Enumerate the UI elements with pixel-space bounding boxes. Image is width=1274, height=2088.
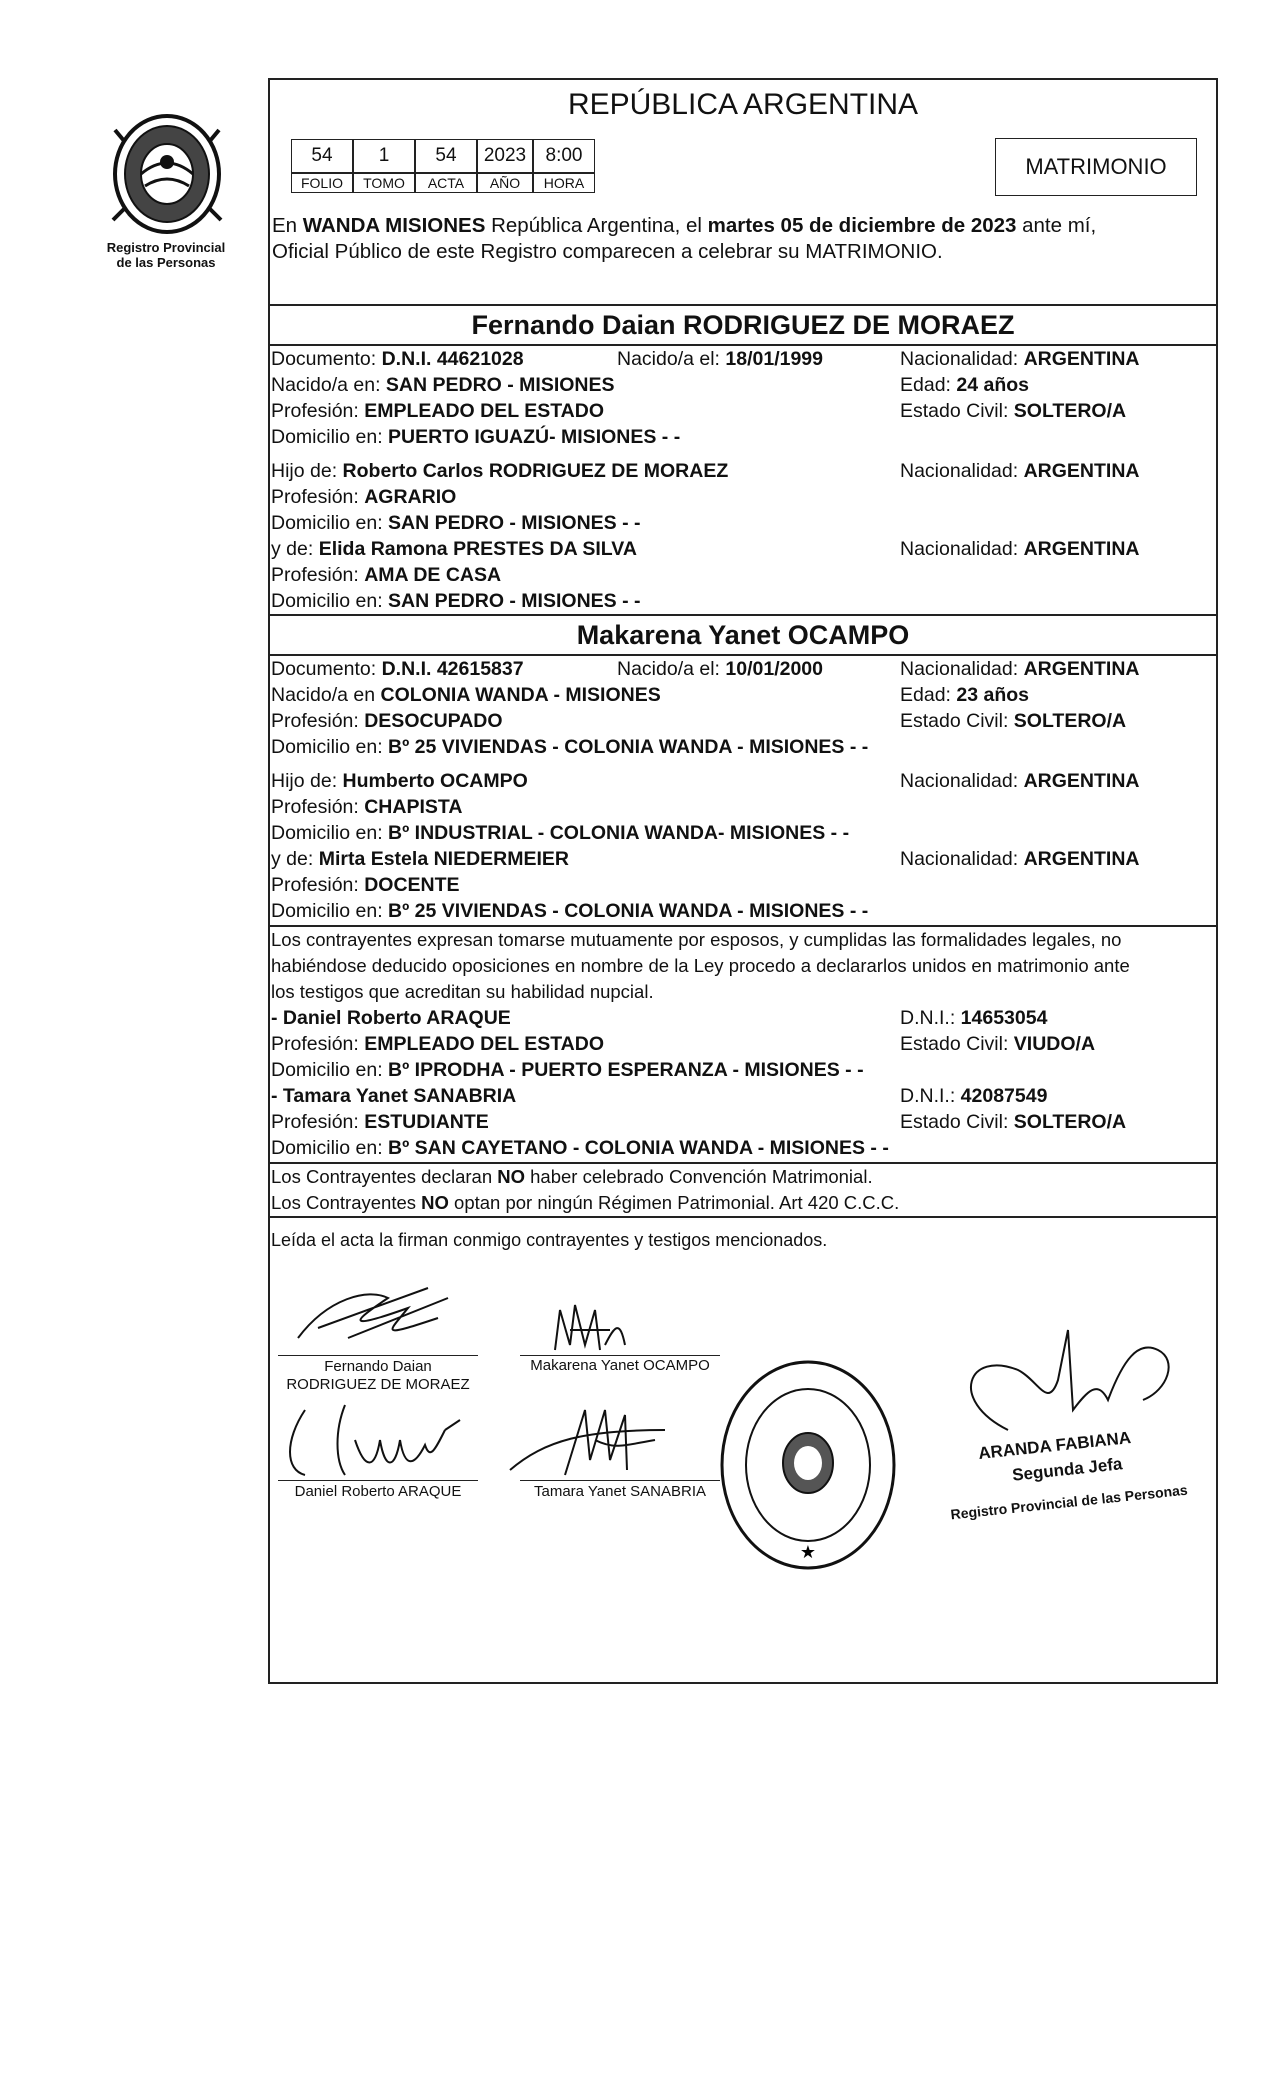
- spouse2-father: Hijo de: Humberto OCAMPO: [271, 770, 528, 792]
- declaration-line-2: habiéndose deducido oposiciones en nombre de la Ley procedo a declararlos unidos en matrimonio ante: [271, 955, 1130, 976]
- spouse2-mother-address: Domicilio en: Bº 25 VIVIENDAS - COLONIA WANDA - MISIONES - -: [271, 900, 869, 922]
- registry-caption: Registro Provincial de las Personas: [106, 240, 226, 270]
- svg-text:★: ★: [799, 1542, 817, 1563]
- spouse1-age: Edad: 24 años: [900, 374, 1030, 396]
- folio-label: FOLIO: [291, 173, 353, 193]
- intro-line-1: En WANDA MISIONES República Argentina, el martes 05 de diciembre de 2023 ante mí,: [272, 214, 1097, 237]
- witness1-dni: D.N.I.: 14653054: [900, 1007, 1048, 1029]
- province-seal-logo: [95, 112, 240, 237]
- spouse1-birthplace: Nacido/a en: SAN PEDRO - MISIONES: [271, 374, 615, 396]
- witness2-signature: [505, 1400, 705, 1485]
- witness2-civil-status: Estado Civil: SOLTERO/A: [900, 1111, 1127, 1133]
- page-title: REPÚBLICA ARGENTINA: [567, 88, 919, 121]
- witness1-signature-name: Daniel Roberto ARAQUE: [294, 1483, 462, 1500]
- spouse2-signature: [550, 1300, 630, 1360]
- acta-value: 54: [415, 139, 477, 173]
- witness1-profession: Profesión: EMPLEADO DEL ESTADO: [271, 1033, 605, 1055]
- spouse2-father-nationality: Nacionalidad: ARGENTINA: [900, 770, 1140, 792]
- anio-value: 2023: [477, 139, 533, 173]
- witness2-profession: Profesión: ESTUDIANTE: [271, 1111, 489, 1133]
- spouse1-father-profession: Profesión: AGRARIO: [271, 486, 457, 508]
- spouse2-nationality: Nacionalidad: ARGENTINA: [900, 658, 1140, 680]
- spouse2-profession: Profesión: DESOCUPADO: [271, 710, 503, 732]
- spouse2-signature-name: Makarena Yanet OCAMPO: [530, 1357, 710, 1374]
- spouse2-document: Documento: D.N.I. 42615837: [271, 658, 524, 680]
- spouse2-mother: y de: Mirta Estela NIEDERMEIER: [271, 848, 570, 870]
- spouse2-birthdate: Nacido/a el: 10/01/2000: [617, 658, 824, 680]
- hora-value: 8:00: [533, 139, 595, 173]
- spouse2-father-profession: Profesión: CHAPISTA: [271, 796, 463, 818]
- spouse1-profession: Profesión: EMPLEADO DEL ESTADO: [271, 400, 605, 422]
- witness1-name: - Daniel Roberto ARAQUE: [271, 1007, 511, 1029]
- spouse1-mother: y de: Elida Ramona PRESTES DA SILVA: [271, 538, 637, 560]
- spouse2-father-address: Domicilio en: Bº INDUSTRIAL - COLONIA WANDA- MISIONES - -: [271, 822, 850, 844]
- witness2-name: - Tamara Yanet SANABRIA: [271, 1085, 517, 1107]
- spouse1-civil-status: Estado Civil: SOLTERO/A: [900, 400, 1127, 422]
- spouse1-signature-name: Fernando Daian RODRIGUEZ DE MORAEZ: [286, 1358, 470, 1393]
- official-name: ARANDA FABIANA: [977, 1428, 1132, 1463]
- official-office: Registro Provincial de las Personas: [949, 1481, 1189, 1523]
- spouse2-age: Edad: 23 años: [900, 684, 1030, 706]
- hora-label: HORA: [533, 173, 595, 193]
- tomo-label: TOMO: [353, 173, 415, 193]
- witness2-signature-name: Tamara Yanet SANABRIA: [533, 1483, 707, 1500]
- spouse1-signature: [288, 1278, 468, 1363]
- spouse1-father: Hijo de: Roberto Carlos RODRIGUEZ DE MORAEZ: [271, 460, 729, 482]
- closing-statement: Leída el acta la firman conmigo contrayentes y testigos mencionados.: [271, 1230, 828, 1250]
- official-signature: [948, 1320, 1188, 1445]
- spouse2-address: Domicilio en: Bº 25 VIVIENDAS - COLONIA WANDA - MISIONES - -: [271, 736, 869, 758]
- anio-label: AÑO: [477, 173, 533, 193]
- record-type-badge: MATRIMONIO: [995, 138, 1197, 196]
- witness1-civil-status: Estado Civil: VIUDO/A: [900, 1033, 1096, 1055]
- spouse1-address: Domicilio en: PUERTO IGUAZÚ- MISIONES - -: [271, 426, 681, 448]
- spouse1-birthdate: Nacido/a el: 18/01/1999: [617, 348, 824, 370]
- witness1-signature: [285, 1400, 485, 1485]
- spouse1-mother-profession: Profesión: AMA DE CASA: [271, 564, 502, 586]
- patrimonial-regime-note: Los Contrayentes NO optan por ningún Régimen Patrimonial. Art 420 C.C.C.: [271, 1192, 900, 1213]
- witness2-address: Domicilio en: Bº SAN CAYETANO - COLONIA WANDA - MISIONES - -: [271, 1137, 889, 1159]
- spouse1-father-nationality: Nacionalidad: ARGENTINA: [900, 460, 1140, 482]
- spouse1-mother-address: Domicilio en: SAN PEDRO - MISIONES - -: [271, 590, 641, 612]
- spouse2-mother-profession: Profesión: DOCENTE: [271, 874, 460, 896]
- witness1-address: Domicilio en: Bº IPRODHA - PUERTO ESPERANZA - MISIONES - -: [271, 1059, 864, 1081]
- spouse2-name: Makarena Yanet OCAMPO: [576, 620, 910, 650]
- declaration-line-3: los testigos que acreditan su habilidad nupcial.: [271, 981, 654, 1002]
- spouse2-civil-status: Estado Civil: SOLTERO/A: [900, 710, 1127, 732]
- spouse2-birthplace: Nacido/a en COLONIA WANDA - MISIONES: [271, 684, 661, 706]
- spouse1-father-address: Domicilio en: SAN PEDRO - MISIONES - -: [271, 512, 641, 534]
- official-title: Segunda Jefa: [1011, 1454, 1124, 1485]
- spouse1-mother-nationality: Nacionalidad: ARGENTINA: [900, 538, 1140, 560]
- registry-office-stamp: [718, 1358, 898, 1573]
- tomo-value: 1: [353, 139, 415, 173]
- convention-note: Los Contrayentes declaran NO haber celebrado Convención Matrimonial.: [271, 1166, 873, 1187]
- spouse1-document: Documento: D.N.I. 44621028: [271, 348, 524, 370]
- declaration-line-1: Los contrayentes expresan tomarse mutuamente por esposos, y cumplidas las formalidades legales, no: [271, 929, 1122, 950]
- witness2-dni: D.N.I.: 42087549: [900, 1085, 1048, 1107]
- acta-label: ACTA: [415, 173, 477, 193]
- intro-line-2: Oficial Público de este Registro comparecen a celebrar su MATRIMONIO.: [272, 240, 943, 263]
- folio-value: 54: [291, 139, 353, 173]
- spouse1-nationality: Nacionalidad: ARGENTINA: [900, 348, 1140, 370]
- spouse1-name: Fernando Daian RODRIGUEZ DE MORAEZ: [471, 310, 1015, 340]
- spouse2-mother-nationality: Nacionalidad: ARGENTINA: [900, 848, 1140, 870]
